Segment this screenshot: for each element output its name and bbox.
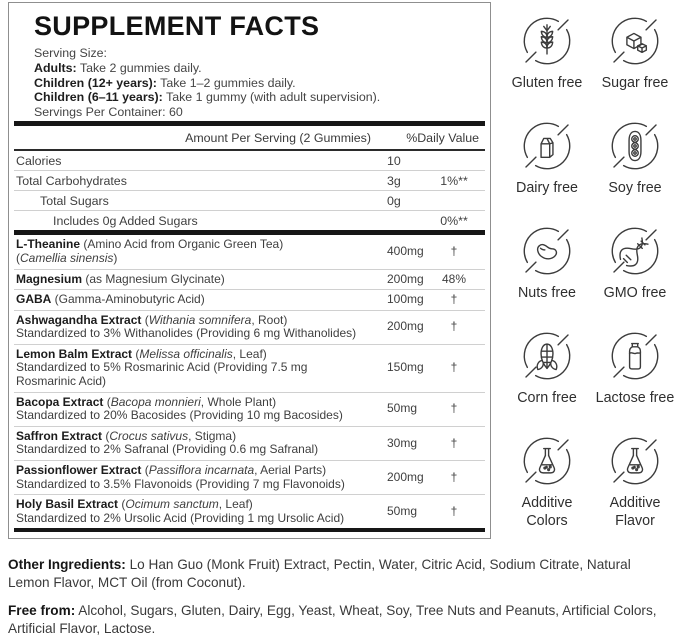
badge-label: Corn free [517,390,577,406]
ingredient-amount: 50mg [387,401,418,416]
soy-pod-icon [608,119,662,173]
badge-lactose-free [596,329,675,434]
nutrient-row [14,151,485,170]
dna-icon [608,224,662,278]
badge-label: Lactose free [595,390,675,406]
panel-header [34,12,478,119]
ingredient-name [14,314,361,341]
ingredient-line1: Bacopa Extract (Bacopa monnieri, Whole Plant) [16,394,277,409]
milk-bottle-icon [608,329,662,383]
ingredient-line1: Lemon Balm Extract (Melissa officinalis, Leaf) [16,346,267,361]
ingredient-row [14,289,485,310]
ingredient-row [14,426,485,460]
serving-line: Children (12+ years): Take 1–2 gummies daily. [34,75,296,90]
free-from-text: Alcohol, Sugars, Gluten, Dairy, Egg, Yeast, Wheat, Soy, Tree Nuts and Peanuts, Artificial Colors, Artificial Flavor, Lactose. [8,603,657,636]
ingredient-name [14,430,361,457]
nutrient-name: Calories [16,153,62,168]
ingredient-name [14,273,361,287]
badge-label: Sugar free [601,75,669,91]
badge-gluten-free [512,14,583,119]
ingredient-row [14,392,485,426]
nutrient-row [14,190,485,210]
free-from [8,602,674,637]
ingredient-row [14,344,485,392]
nutrient-row [14,210,485,230]
ingredient-line1: Ashwagandha Extract (Withania somnifera, Root) [16,312,288,327]
ingredient-line2: Standardized to 3.5% Flavonoids (Providing 7 mg Flavonoids) [16,476,345,491]
serving-line: Servings Per Container: 60 [34,104,183,119]
ingredient-amount: 50mg [387,504,418,519]
ingredient-name [14,498,361,525]
ingredient-amount: 200mg [387,319,424,334]
flask-icon [520,434,574,488]
nut-icon [520,224,574,278]
ingredient-row [14,235,485,268]
ingredient-line1: Passionflower Extract (Passiflora incarnata, Aerial Parts) [16,463,327,478]
nutrient-daily-value: 1%** [440,173,468,188]
amount-column-header: Amount Per Serving (2 Gummies) [185,131,371,146]
badge-corn-free [517,329,577,434]
serving-info [34,46,478,119]
ingredient-amount: 150mg [387,360,424,375]
ingredient-name [14,348,361,389]
ingredient-daily-value: † [450,360,458,375]
ingredient-line2: Standardized to 3% Withanolides (Providing 6 mg Withanolides) [16,326,357,341]
footnote [22,537,475,539]
badge-additive-colors [503,434,591,539]
badge-label: Additive Colors [521,495,573,529]
badge-sugar-free [602,14,669,119]
table-header-row [14,126,485,151]
nutrient-name: Includes 0g Added Sugars [53,213,198,228]
facts-table [14,121,485,539]
wheat-icon [520,14,574,68]
ingredient-row [14,269,485,290]
ingredient-line2: (Camellia sinensis) [16,250,118,265]
ingredient-daily-value: † [450,401,458,416]
ingredient-line2: Standardized to 2% Ursolic Acid (Providing 1 mg Ursolic Acid) [16,510,345,525]
other-ingredients-label: Other Ingredients: [8,557,126,572]
ingredient-line1: GABA (Gamma-Aminobutyric Acid) [16,292,205,307]
ingredient-row [14,460,485,494]
badge-gmo-free [604,224,667,329]
nutrient-name: Total Carbohydrates [16,173,127,188]
ingredient-line1: Saffron Extract (Crocus sativus, Stigma) [16,428,237,443]
ingredient-daily-value: † [450,319,458,334]
divider-bar [14,528,485,532]
badge-additive-flavor [591,434,679,539]
ingredient-daily-value: † [450,469,458,484]
badge-label: Additive Flavor [609,495,661,529]
nutrient-rows [14,151,485,230]
ingredient-name [14,238,361,265]
ingredient-amount: 100mg [387,292,424,307]
badge-label: Nuts free [517,285,576,301]
ingredient-line1: L-Theanine (Amino Acid from Organic Green Tea) [16,237,284,252]
nutrient-amount: 10 [387,153,401,168]
daily-value-column-header: %Daily Value [406,131,479,146]
nutrient-amount: 0g [387,193,401,208]
panel-title: SUPPLEMENT FACTS [34,11,320,41]
nutrient-name: Total Sugars [40,193,109,208]
ingredient-daily-value: † [450,504,458,519]
badge-label: Gluten free [511,75,583,91]
nutrient-row [14,170,485,190]
serving-line: Serving Size: [34,46,108,61]
milk-carton-icon [520,119,574,173]
other-ingredients-text: Lo Han Guo (Monk Fruit) Extract, Pectin, Water, Citric Acid, Sodium Citrate, Natural Lemon Flavor, MCT Oil (from Coconut). [8,557,631,590]
ingredient-amount: 30mg [387,435,418,450]
ingredient-daily-value: 48% [441,271,467,286]
free-from-badges [503,14,679,539]
supplement-facts-panel [8,2,491,539]
ingredient-row [14,494,485,528]
serving-line: Adults: Take 2 gummies daily. [34,60,202,75]
ingredient-line2: Standardized to 20% Bacosides (Providing 10 mg Bacosides) [16,408,343,423]
ingredient-line1: Holy Basil Extract (Ocimum sanctum, Leaf) [16,497,253,512]
ingredient-rows [14,235,485,528]
badge-soy-free [608,119,662,224]
ingredient-amount: 200mg [387,469,424,484]
ingredient-name [14,293,361,307]
corn-icon [520,329,574,383]
ingredient-line2: Standardized to 2% Safranal (Providing 0.6 mg Safranal) [16,442,319,457]
nutrient-daily-value: 0%** [440,213,468,228]
ingredient-amount: 200mg [387,271,424,286]
nutrient-amount: 3g [387,173,401,188]
badge-label: Soy free [608,180,662,196]
flask-icon [608,434,662,488]
badge-label: GMO free [603,285,667,301]
ingredient-line1: Magnesium (as Magnesium Glycinate) [16,271,225,286]
other-ingredients [8,556,674,591]
ingredient-daily-value: † [450,292,458,307]
footnotes [22,537,475,539]
serving-line: Children (6–11 years): Take 1 gummy (with adult supervision). [34,90,381,105]
ingredient-name [14,396,361,423]
ingredient-amount: 400mg [387,244,424,259]
badge-nuts-free [518,224,576,329]
badge-dairy-free [516,119,578,224]
ingredient-line2: Standardized to 5% Rosmarinic Acid (Providing 7.5 mg Rosmarinic Acid) [16,360,308,389]
ingredient-daily-value: † [450,244,458,259]
ingredient-daily-value: † [450,435,458,450]
sugar-cubes-icon [608,14,662,68]
ingredient-name [14,464,361,491]
badge-label: Dairy free [516,180,578,196]
free-from-label: Free from: [8,603,76,618]
ingredient-row [14,310,485,344]
